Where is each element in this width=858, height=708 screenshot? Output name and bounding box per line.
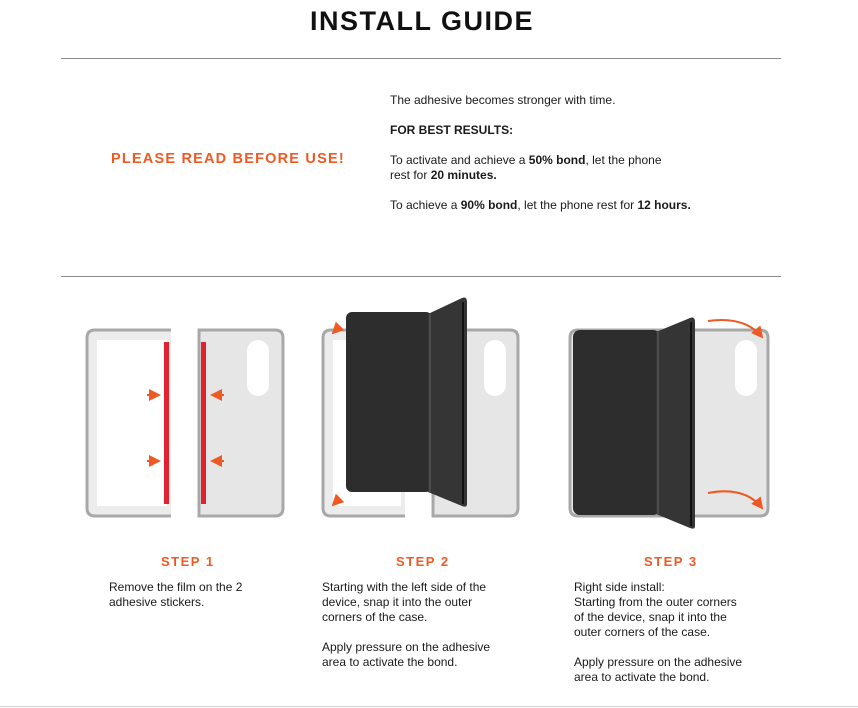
- bond-90-info: To achieve a 90% bond, let the phone rest for 12 hours.: [390, 198, 691, 212]
- middle-divider: [61, 276, 781, 277]
- case-left-half: [87, 330, 171, 516]
- step2-description: Starting with the left side of the device, snap it into the outer corners of the case. Apply pressure on the adhesive area to activate the bond.: [322, 580, 491, 669]
- phone-device: [346, 298, 467, 507]
- phone-device: [573, 318, 695, 529]
- step1-label: STEP 1: [161, 554, 215, 569]
- bond-90-value: 90% bond: [460, 198, 518, 212]
- step1-description: Remove the film on the 2 adhesive stickers.: [109, 580, 243, 609]
- step3-illustration: [570, 318, 768, 529]
- bottom-border: [0, 706, 858, 707]
- case-right-half: [199, 330, 283, 516]
- bond-90-time: 12 hours.: [637, 198, 691, 212]
- step1-illustration: [87, 330, 283, 516]
- warning-text: PLEASE READ BEFORE USE!: [111, 151, 345, 167]
- step3-label: STEP 3: [644, 554, 698, 569]
- step2-illustration: [323, 298, 518, 517]
- page-title: INSTALL GUIDE: [309, 6, 534, 36]
- info-line: The adhesive becomes stronger with time.: [390, 93, 616, 107]
- step2-label: STEP 2: [396, 554, 450, 569]
- top-divider: [61, 58, 781, 59]
- bond-50-info: To activate and achieve a 50% bond, let the phone rest for 20 minutes.: [390, 153, 662, 182]
- bond-50-time: 20 minutes.: [430, 168, 497, 182]
- adhesive-strip-right: [201, 342, 206, 504]
- install-illustrations: [0, 290, 858, 530]
- bond-50-value: 50% bond: [528, 153, 586, 167]
- adhesive-info: [390, 93, 790, 213]
- info-heading: FOR BEST RESULTS:: [390, 123, 514, 137]
- adhesive-strip-left: [164, 342, 169, 504]
- step3-description: Right side install: Starting from the outer corners of the device, snap it into the outer corners of the case. Apply pressure on the adhesive area to activate the bond.: [574, 580, 743, 684]
